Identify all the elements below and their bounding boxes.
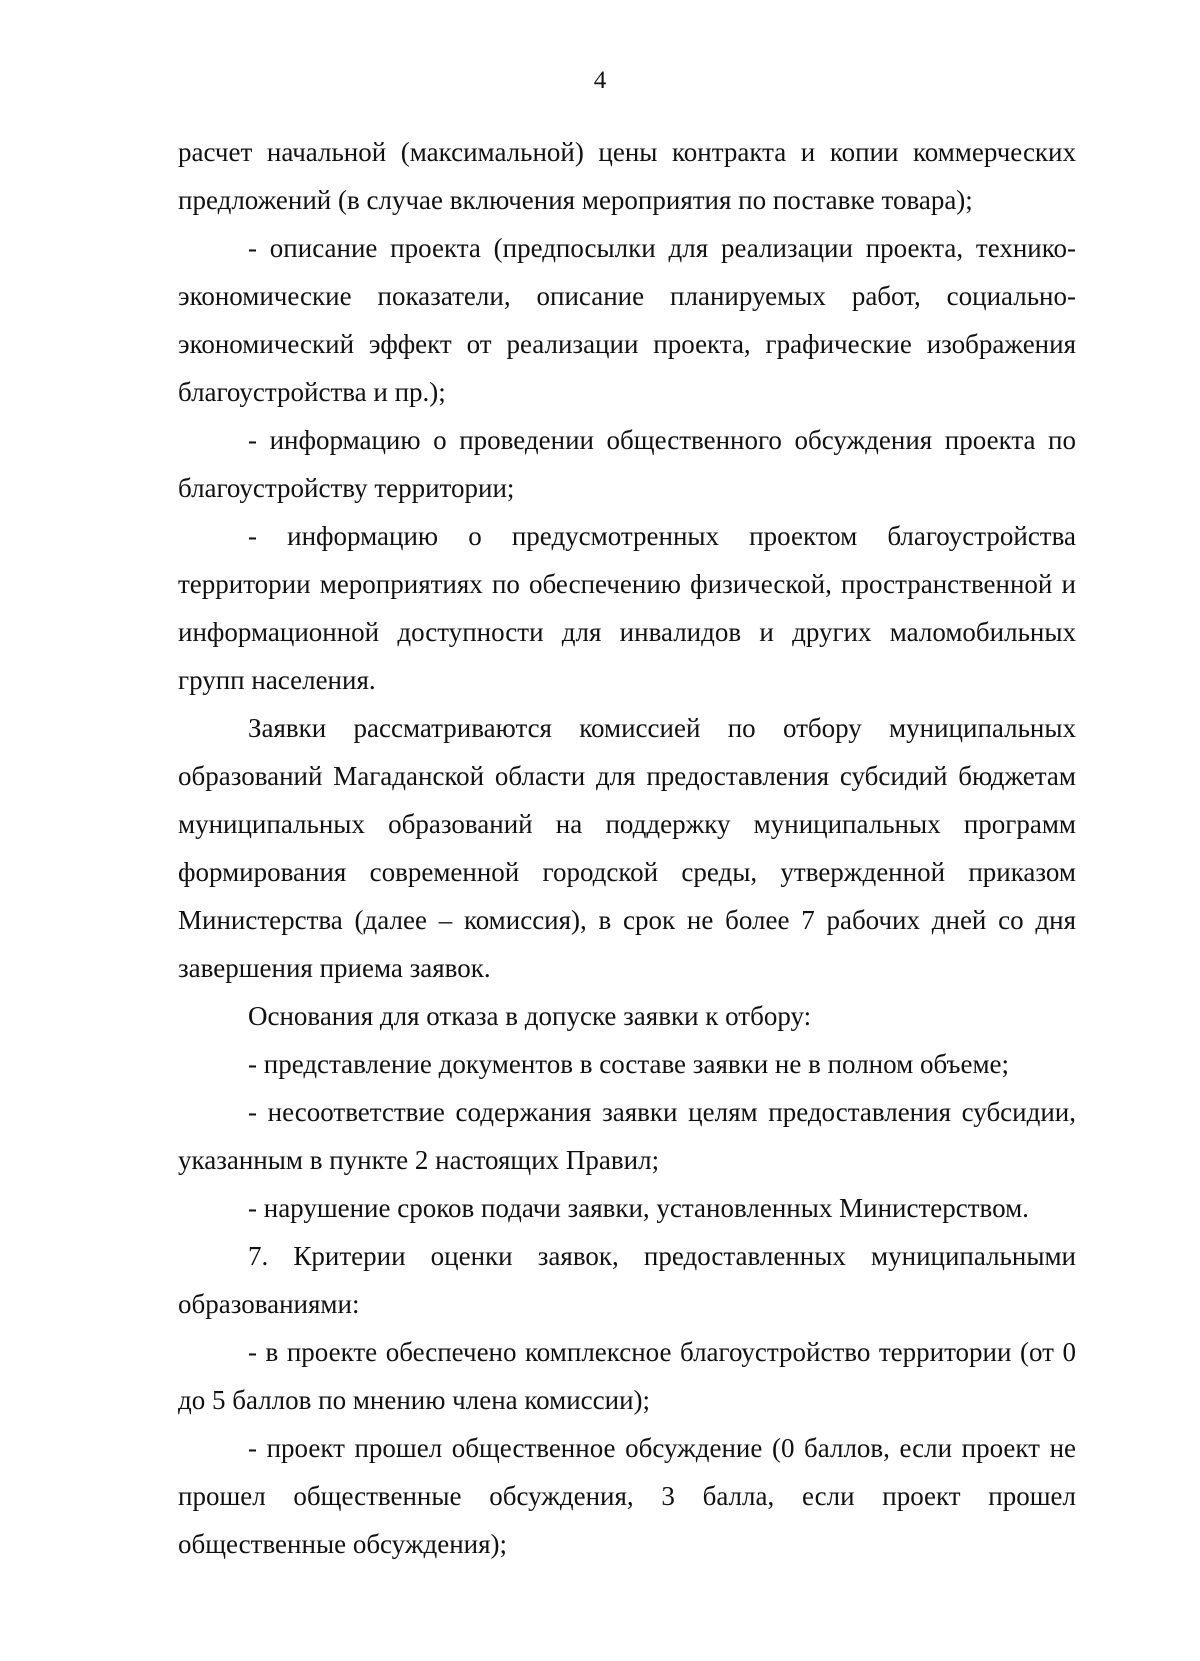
list-item-complex-improvement: - в проекте обеспечено комплексное благоустройство территории (от 0 до 5 баллов по мнению члена комиссии); <box>178 1337 1076 1415</box>
page-number: 4 <box>593 67 607 94</box>
paragraph-commission-review: Заявки рассматриваются комиссией по отбору муниципальных образований Магаданской области для предоставления субсидий бюджетам муниципальных образований на поддержку муниципальных программ формирования современной городской среды, утвержденной приказом Министерства (далее – комиссия), в срок не более 7 рабочих дней со дня завершения приема заявок. <box>178 713 1076 983</box>
list-item-public-discussion-score: - проект прошел общественное обсуждение (0 баллов, если проект не прошел общественные обсуждения, 3 балла, если проект прошел общественные обсуждения); <box>178 1433 1076 1559</box>
paragraph-project-description: - описание проекта (предпосылки для реализации проекта, технико-экономические показатели, описание планируемых работ, социально-экономический эффект от реализации проекта, графические изображения благоустройства и пр.); <box>178 233 1076 407</box>
paragraph-commercial-offers: расчет начальной (максимальной) цены контракта и копии коммерческих предложений (в случае включения мероприятия по поставке товара); <box>178 137 1076 215</box>
paragraph-evaluation-criteria: 7. Критерии оценки заявок, предоставленных муниципальными образованиями: <box>178 1241 1076 1319</box>
paragraph-public-discussion-info: - информацию о проведении общественного обсуждения проекта по благоустройству территории; <box>178 425 1076 503</box>
list-item-deadline-violation: - нарушение сроков подачи заявки, установленных Министерством. <box>248 1193 1029 1223</box>
list-item-purpose-mismatch: - несоответствие содержания заявки целям предоставления субсидии, указанным в пункте 2 настоящих Правил; <box>178 1097 1076 1175</box>
document-body <box>178 128 1076 1568</box>
paragraph-rejection-grounds: Основания для отказа в допуске заявки к отбору: <box>248 1001 812 1031</box>
list-item-incomplete-documents: - представление документов в составе заявки не в полном объеме; <box>248 1049 1010 1079</box>
paragraph-accessibility-info: - информацию о предусмотренных проектом благоустройства территории мероприятиях по обеспечению физической, пространственной и информационной доступности для инвалидов и других маломобильных групп населения. <box>178 521 1076 695</box>
